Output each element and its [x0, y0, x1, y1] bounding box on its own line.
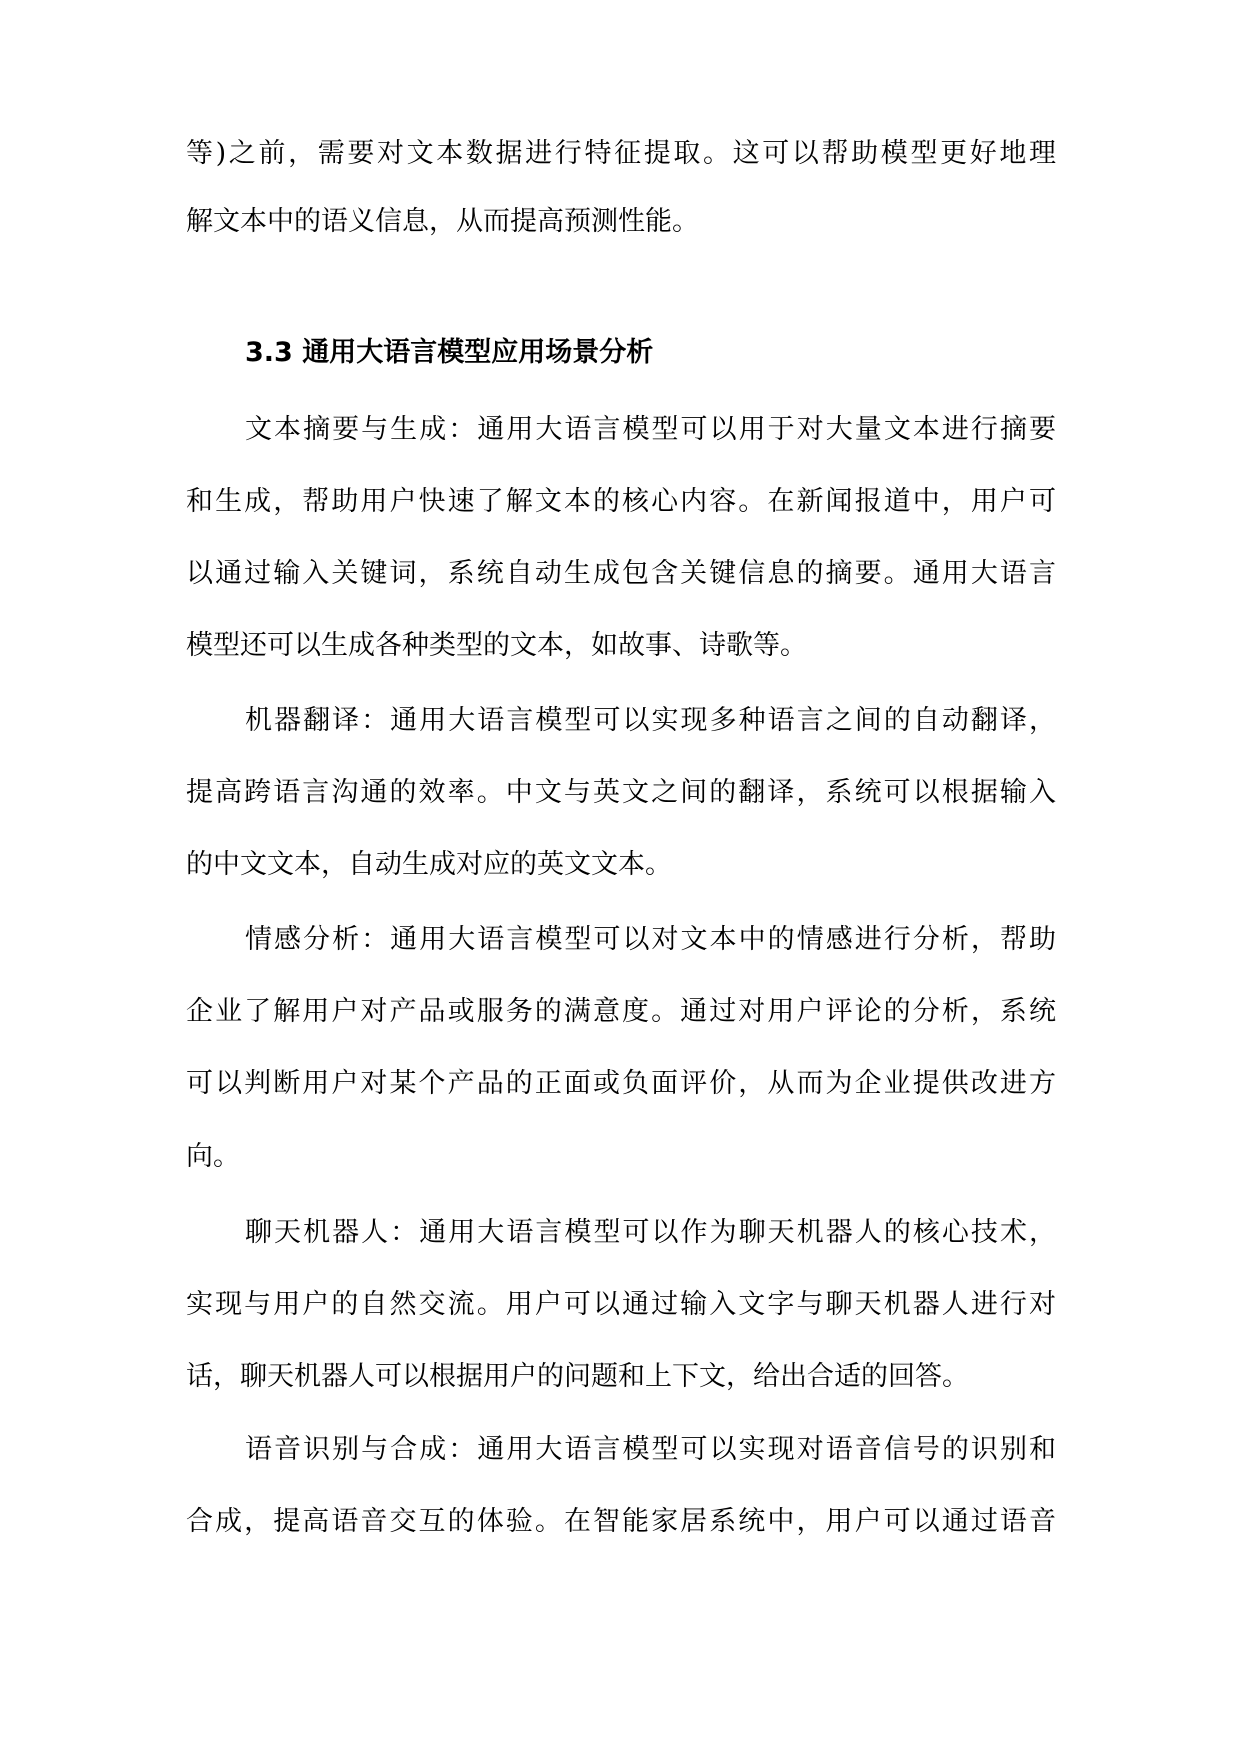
paragraph-translation-line-2: 提高跨语言沟通的效率。中文与英文之间的翻译，系统可以根据输入	[186, 777, 1056, 808]
paragraph-translation-line-1: 机器翻译：通用大语言模型可以实现多种语言之间的自动翻译，	[245, 705, 1056, 736]
paragraph-summary-line-4: 模型还可以生成各种类型的文本，如故事、诗歌等。	[186, 630, 807, 661]
paragraph-summary-line-1: 文本摘要与生成：通用大语言模型可以用于对大量文本进行摘要	[245, 414, 1056, 445]
paragraph-speech-line-1: 语音识别与合成：通用大语言模型可以实现对语音信号的识别和	[245, 1434, 1056, 1465]
paragraph-sentiment-line-2: 企业了解用户对产品或服务的满意度。通过对用户评论的分析，系统	[186, 996, 1056, 1027]
paragraph-chatbot-line-1: 聊天机器人：通用大语言模型可以作为聊天机器人的核心技术，	[245, 1217, 1056, 1248]
paragraph-sentiment-line-4: 向。	[186, 1141, 240, 1172]
paragraph-sentiment-line-3: 可以判断用户对某个产品的正面或负面评价，从而为企业提供改进方	[186, 1068, 1056, 1099]
paragraph-intro-line-2: 解文本中的语义信息，从而提高预测性能。	[186, 206, 699, 237]
paragraph-speech-line-2: 合成，提高语音交互的体验。在智能家居系统中，用户可以通过语音	[186, 1506, 1056, 1537]
paragraph-intro-line-1: 等)之前，需要对文本数据进行特征提取。这可以帮助模型更好地理	[186, 138, 1056, 169]
paragraph-summary-line-3: 以通过输入关键词，系统自动生成包含关键信息的摘要。通用大语言	[186, 558, 1056, 589]
paragraph-summary-line-2: 和生成，帮助用户快速了解文本的核心内容。在新闻报道中，用户可	[186, 486, 1056, 517]
section-heading: 3.3 通用大语言模型应用场景分析	[245, 337, 654, 368]
paragraph-chatbot-line-2: 实现与用户的自然交流。用户可以通过输入文字与聊天机器人进行对	[186, 1289, 1056, 1320]
paragraph-chatbot-line-3: 话，聊天机器人可以根据用户的问题和上下文，给出合适的回答。	[186, 1361, 969, 1392]
paragraph-sentiment-line-1: 情感分析：通用大语言模型可以对文本中的情感进行分析，帮助	[245, 924, 1056, 955]
paragraph-translation-line-3: 的中文文本，自动生成对应的英文文本。	[186, 849, 672, 880]
